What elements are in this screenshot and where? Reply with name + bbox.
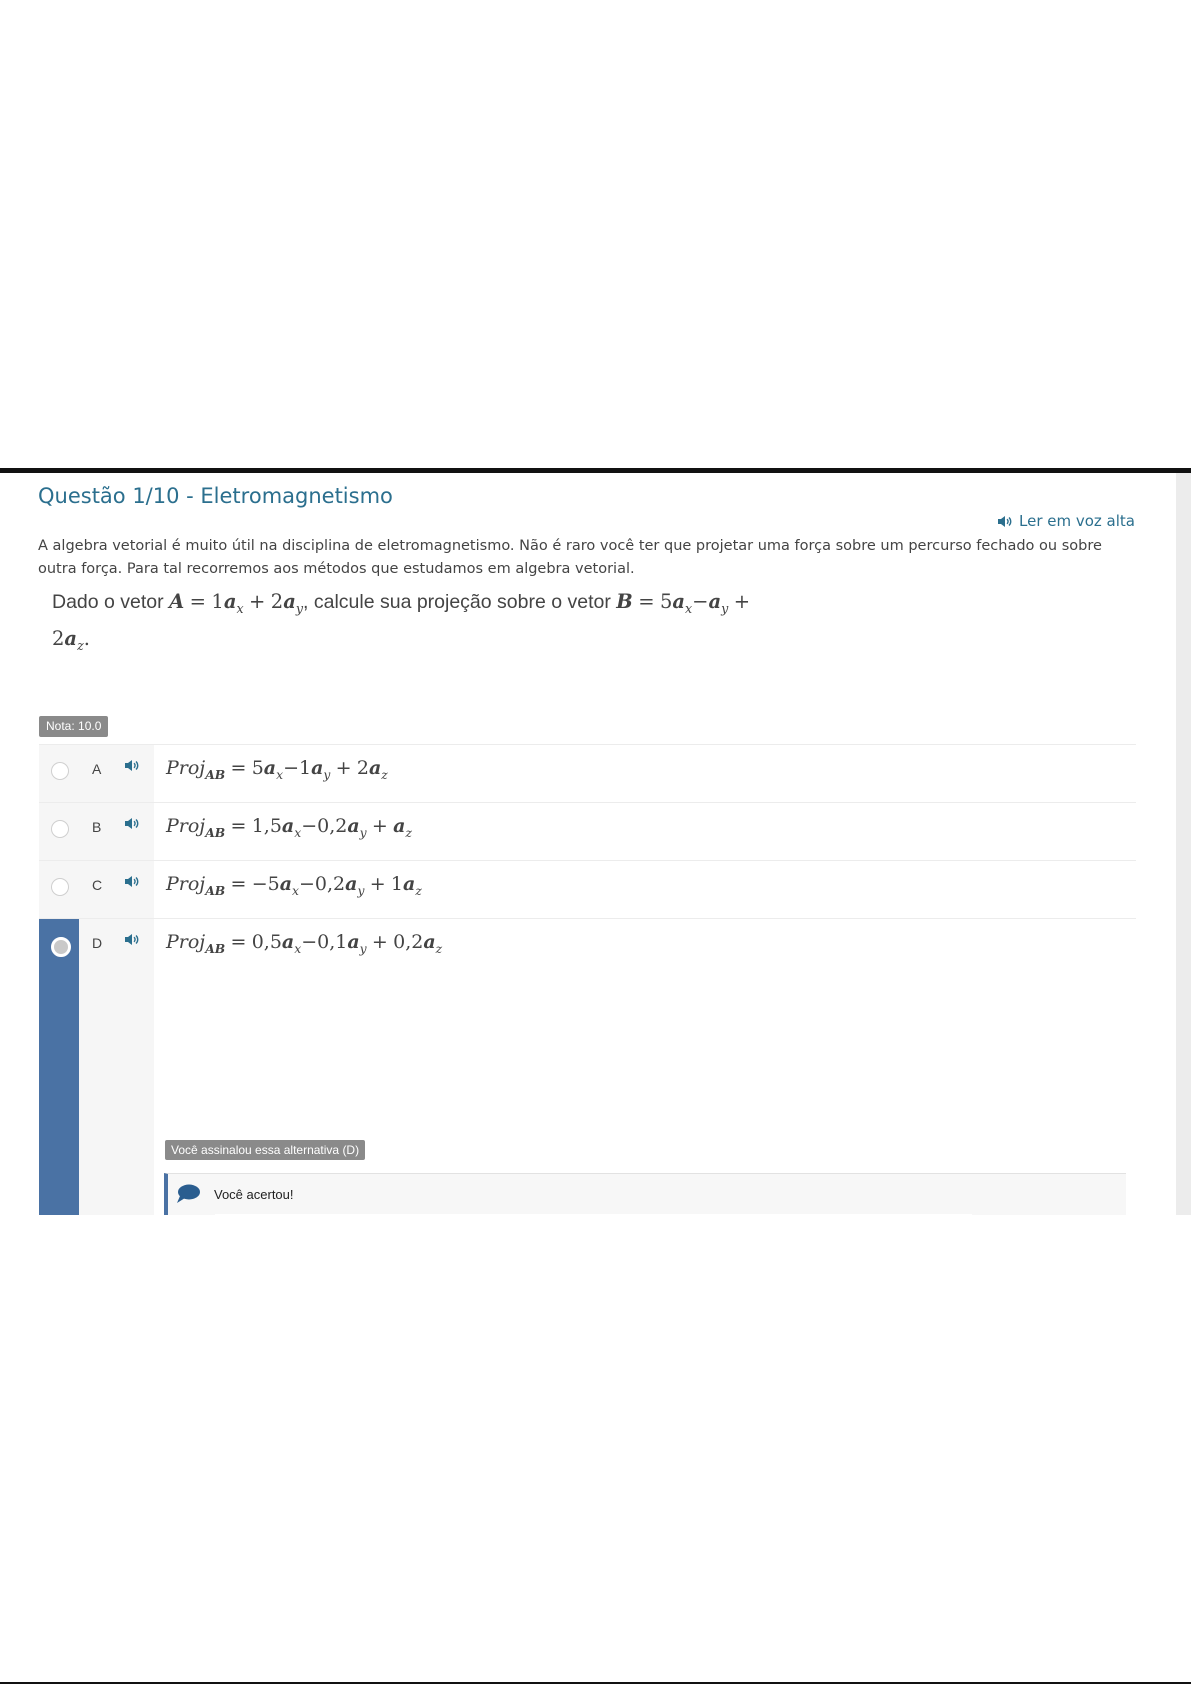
option-c[interactable] (39, 860, 1136, 918)
option-d-formula: Proj$_{AB}$ = $0,5a_x-0,1a_y + 0,2a_z$ (166, 931, 443, 956)
option-c-letter: C (92, 877, 103, 893)
option-a-radio[interactable] (51, 762, 69, 780)
option-d-radio[interactable] (51, 937, 71, 957)
scrollbar-track[interactable] (1176, 473, 1191, 1215)
answer-options (39, 744, 1136, 1272)
option-a-formula: Proj$_{AB}$ = $5a_x-1a_y + 2a_z$ (166, 757, 388, 782)
option-b[interactable] (39, 802, 1136, 860)
grade-badge: Nota: 10.0 (39, 716, 108, 737)
question-text-before: Dado o vetor (52, 591, 170, 613)
page-title: Questão 1/10 - Eletromagnetismo (38, 484, 393, 508)
speech-bubble-icon (176, 1184, 200, 1204)
option-d-letter: D (92, 935, 103, 951)
bottom-divider (0, 1682, 1191, 1684)
read-aloud-label: Ler em voz alta (1019, 512, 1135, 530)
option-a-letter: A (92, 761, 102, 777)
option-b-radio[interactable] (51, 820, 69, 838)
read-aloud-button[interactable] (998, 512, 1135, 530)
question-intro: A algebra vetorial é muito útil na disciplina de eletromagnetismo. Não é raro você ter que projetar uma força sobre um percurso fechado ou sobre outra força. Para tal recorremos aos métodos que estudamos em algebra vetorial. (38, 538, 1102, 577)
speaker-icon[interactable] (125, 933, 142, 946)
selected-badge: Você assinalou essa alternativa (D) (165, 1140, 365, 1160)
question-text-middle: , calcule sua projeção sobre o vetor (303, 591, 617, 613)
option-b-formula: Proj$_{AB}$ = $1,5a_x-0,2a_y + a_z$ (166, 815, 412, 840)
top-divider (0, 468, 1191, 473)
option-b-letter: B (92, 819, 102, 835)
option-a[interactable] (39, 744, 1136, 802)
speaker-icon (998, 515, 1015, 528)
question-text: Dado o vetor $A = 1a_x + 2a_y$, calcule sua projeção sobre o vetor $B = 5a_x-a_y$ + $2a_z$. (52, 590, 751, 653)
feedback-header: Você acertou! (214, 1186, 294, 1202)
option-c-radio[interactable] (51, 878, 69, 896)
speaker-icon[interactable] (125, 759, 142, 772)
speaker-icon[interactable] (125, 875, 142, 888)
speaker-icon[interactable] (125, 817, 142, 830)
option-c-formula: Proj$_{AB}$ = $-5a_x-0,2a_y + 1a_z$ (166, 873, 422, 898)
page-blank-area (0, 1215, 1191, 1685)
